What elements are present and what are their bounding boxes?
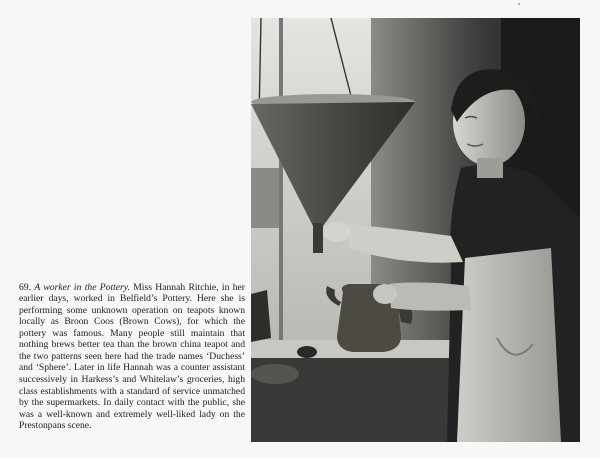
pottery-photograph [251, 18, 580, 442]
photo-caption [19, 282, 245, 432]
caption-title: A worker in the Pottery. [34, 281, 130, 293]
caption-body: Miss Hannah Ritchie, in her earlier days, worked in Belfield’s Pottery. Here she is performing some unknown operation on teapots known locally as Broon Coos (Brown Cows), for which the pottery was famous. Many people still maintain that nothing brews better tea than the brown china teapot and the two patterns seen here had the trade names ‘Duchess’ and ‘Sphere’. Later in life Hannah was a counter assistant successively in Harkess’s and Whitelaw’s groceries, high class establishments with a standard of service unmatched by the supermarkets. In daily contact with the public, she was a well-known and extremely well-liked lady on the Prestonpans scene. [19, 281, 245, 432]
photograph-illustration [251, 18, 580, 442]
caption-number: 69. [19, 281, 31, 293]
print-speck [518, 3, 520, 5]
